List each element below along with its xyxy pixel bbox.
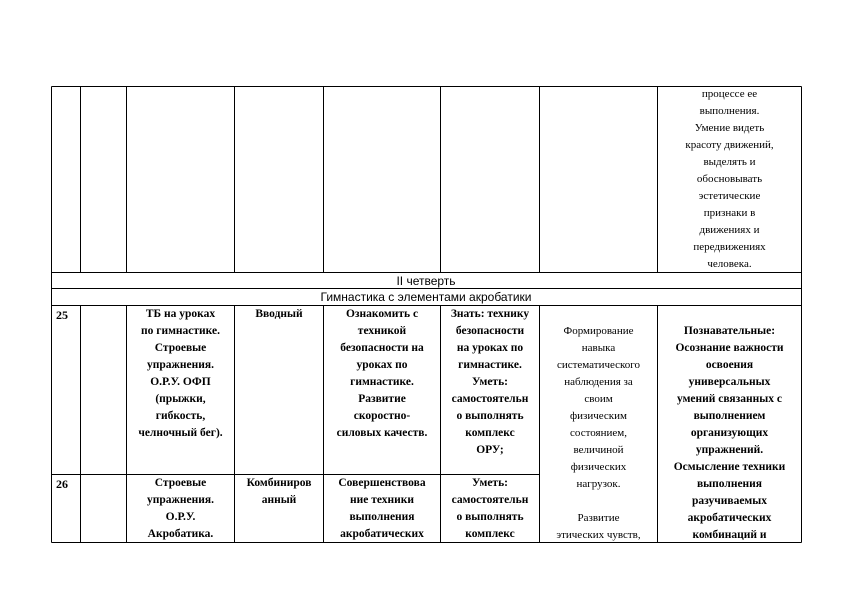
row-25-topic: ТБ на уроках по гимнастике. Строевые упражнения. О.Р.У. ОФП (прыжки, гибкость, челночный бег). (138, 308, 223, 439)
quarter-heading: II четверть (396, 274, 456, 288)
metasubject-results: Познавательные: Осознание важности освоения универсальных умений связанных с выполнением организующих упражнений. Осмысление техники выполнения разучиваемых акробатических комбинаций и (673, 325, 786, 541)
row-26-subject-results: Уметь: самостоятельн о выполнять комплекс (451, 477, 529, 540)
row-26-goals: Совершенствова ние техники выполнения акробатических (338, 477, 426, 540)
row-25-lesson-type: Вводный (255, 308, 303, 320)
row-26-number: 26 (56, 477, 68, 491)
section-heading: Гимнастика с элементами акробатики (320, 290, 532, 304)
row-26-topic: Строевые упражнения. О.Р.У. Акробатика. (147, 477, 214, 540)
continued-metasubject-cell: процессе ее выполнения. Умение видеть красоту движений, выделять и обосновывать эстетические признаки в движениях и передвижениях человека. (685, 88, 774, 270)
row-26-lesson-type: Комбиниров анный (246, 477, 312, 506)
row-25-subject-results: Знать: технику безопасности на уроках по гимнастике. Уметь: самостоятельн о выполнять комплекс ОРУ; (450, 308, 530, 456)
personal-results: Формирование навыка систематического наблюдения за своим физическим состоянием, величиной физических нагрузок. Развитие этических чувств, (556, 325, 641, 541)
row-25-number: 25 (56, 308, 68, 322)
row-25-goals: Ознакомить с техникой безопасности на уроках по гимнастике. Развитие скоростно- силовых качеств. (336, 308, 428, 439)
